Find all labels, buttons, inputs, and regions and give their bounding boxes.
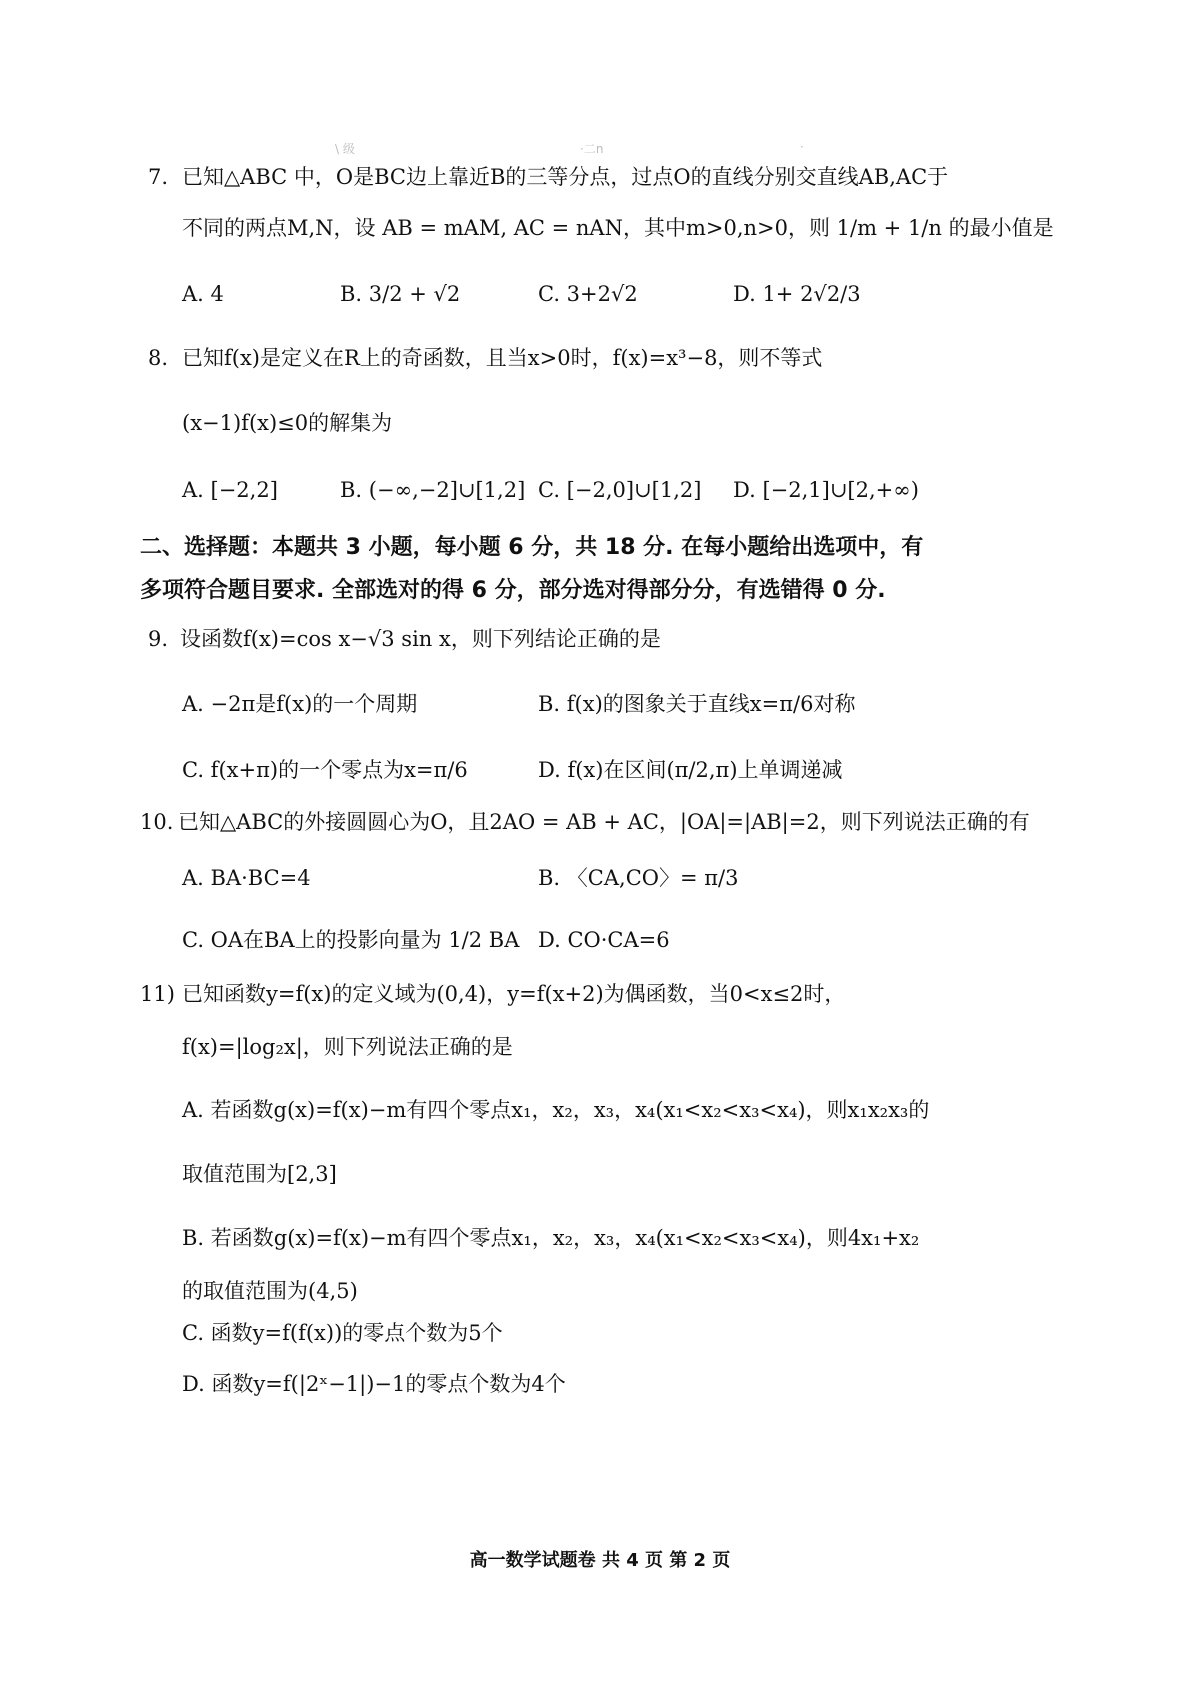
question-text: 已知△ABC 中，O是BC边上靠近B的三等分点，过点O的直线分别交直线AB,AC于 (182, 165, 949, 189)
faint-mark: · (800, 140, 804, 154)
option-c: C. OA在BA上的投影向量为 1/2 BA (182, 928, 520, 952)
option-d: D. 函数y=f(|2ˣ−1|)−1的零点个数为4个 (182, 1372, 566, 1396)
option-d: D. f(x)在区间(π/2,π)上单调递减 (538, 758, 843, 782)
option-b: B. 3/2 + √2 (340, 282, 461, 306)
faint-mark: ·二n (580, 142, 604, 156)
option-c: C. 函数y=f(f(x))的零点个数为5个 (182, 1321, 503, 1345)
question-text: 不同的两点M,N，设 AB = mAM, AC = nAN，其中m>0,n>0，则 1/m + 1/n 的最小值是 (182, 216, 1054, 240)
question-text: 设函数f(x)=cos x−√3 sin x，则下列结论正确的是 (180, 627, 661, 651)
question-number: 11) (140, 982, 175, 1006)
option-b: B. 〈CA,CO〉= π/3 (538, 866, 739, 890)
question-number: 10. (140, 810, 174, 834)
question-text: f(x)=|log₂x|，则下列说法正确的是 (182, 1035, 513, 1059)
question-text: 已知△ABC的外接圆圆心为O，且2AO = AB + AC，|OA|=|AB|=2，则下列说法正确的有 (178, 810, 1030, 834)
question-text: (x−1)f(x)≤0的解集为 (182, 411, 393, 435)
option-b: B. 若函数g(x)=f(x)−m有四个零点x₁，x₂，x₃，x₄(x₁<x₂<x₃<x₄)，则4x₁+x₂ (182, 1226, 920, 1250)
question-number: 8. (148, 346, 169, 370)
option-a: A. 若函数g(x)=f(x)−m有四个零点x₁，x₂，x₃，x₄(x₁<x₂<x₃<x₄)，则x₁x₂x₃的 (182, 1098, 930, 1122)
question-number: 9. (148, 627, 169, 651)
question-text: 已知f(x)是定义在R上的奇函数，且当x>0时，f(x)=x³−8，则不等式 (182, 346, 823, 370)
option-b: B. f(x)的图象关于直线x=π/6对称 (538, 692, 856, 716)
option-d: D. 1+ 2√2/3 (733, 282, 861, 306)
option-c: C. [−2,0]∪[1,2] (538, 478, 702, 502)
option-d: D. [−2,1]∪[2,+∞) (733, 478, 919, 502)
section-instructions: 多项符合题目要求. 全部选对的得 6 分，部分选对得部分分，有选错得 0 分. (140, 578, 886, 603)
question-number: 7. (148, 165, 169, 189)
option-a: A. 4 (182, 282, 224, 306)
option-a: A. [−2,2] (182, 478, 278, 502)
option-c: C. 3+2√2 (538, 282, 638, 306)
faint-mark: \ 级 (335, 142, 355, 156)
option-a: A. BA·BC=4 (182, 866, 311, 890)
option-a: A. −2π是f(x)的一个周期 (182, 692, 418, 716)
option-a-continued: 取值范围为[2,3] (182, 1162, 337, 1186)
option-b: B. (−∞,−2]∪[1,2] (340, 478, 526, 502)
option-b-continued: 的取值范围为(4,5) (182, 1279, 358, 1303)
question-text: 已知函数y=f(x)的定义域为(0,4)，y=f(x+2)为偶函数，当0<x≤2时， (182, 982, 846, 1006)
option-c: C. f(x+π)的一个零点为x=π/6 (182, 758, 468, 782)
section-instructions: 二、选择题：本题共 3 小题，每小题 6 分，共 18 分. 在每小题给出选项中，有 (140, 535, 924, 560)
page-footer: 高一数学试题卷 共 4 页 第 2 页 (469, 1550, 731, 1571)
option-d: D. CO·CA=6 (538, 928, 670, 952)
